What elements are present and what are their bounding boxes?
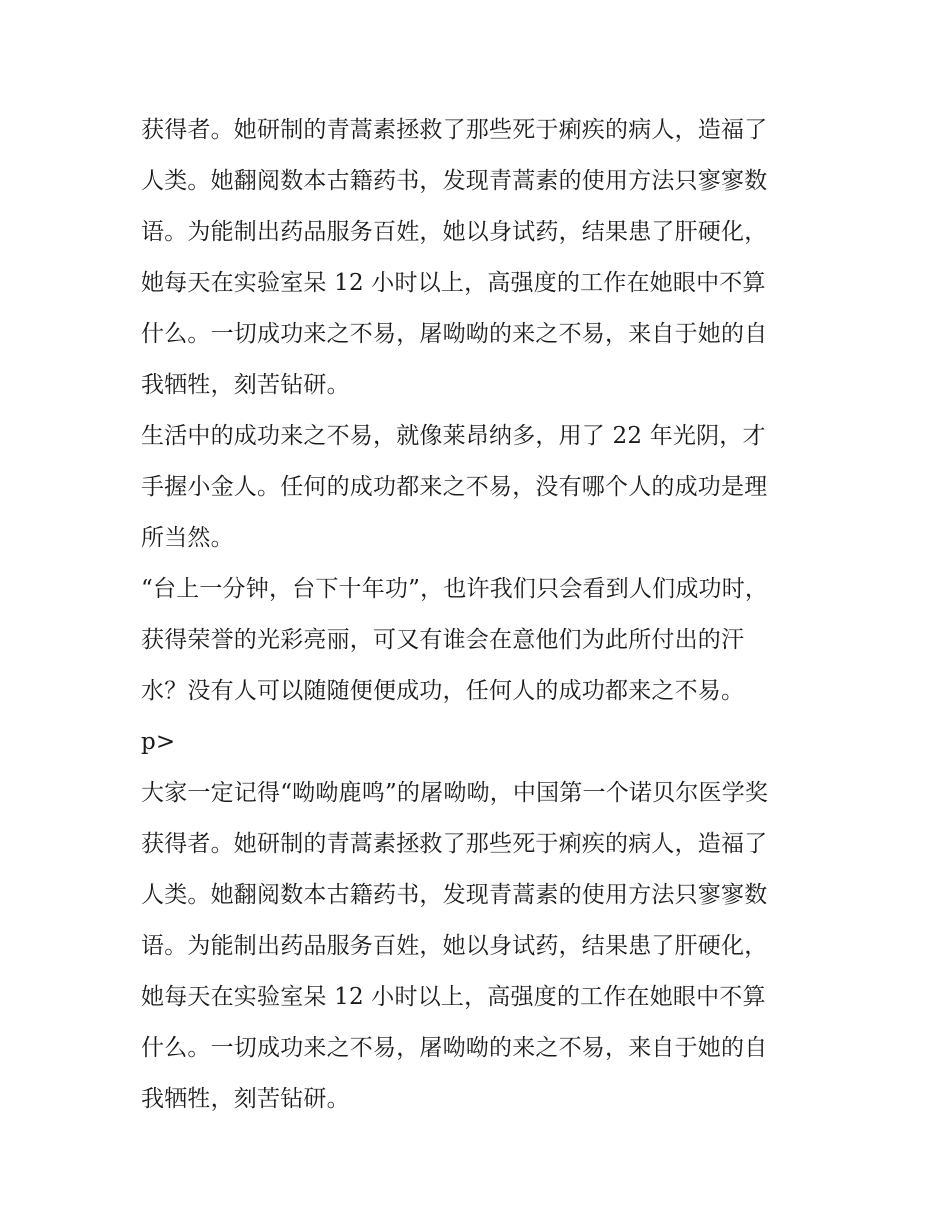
document-body [141, 105, 821, 1125]
text-line: 语。为能制出药品服务百姓，她以身试药，结果患了肝硬化， [141, 219, 768, 245]
text-line: 人类。她翻阅数本古籍药书，发现青蒿素的使用方法只寥寥数 [141, 882, 768, 908]
text-line: 获得荣誉的光彩亮丽，可又有谁会在意他们为此所付出的汗 [141, 627, 745, 653]
text-line: 获得者。她研制的青蒿素拯救了那些死于痢疾的病人，造福了 [141, 117, 768, 143]
text-line: 什么。一切成功来之不易，屠呦呦的来之不易，来自于她的自 [141, 1035, 768, 1061]
text-line: 手握小金人。任何的成功都来之不易，没有哪个人的成功是理 [141, 474, 768, 500]
text-line: p> [141, 729, 176, 755]
text-line: 语。为能制出药品服务百姓，她以身试药，结果患了肝硬化， [141, 933, 768, 959]
text-line: 她每天在实验室呆 12 小时以上，高强度的工作在她眼中不算 [141, 270, 766, 296]
text-line: “台上一分钟，台下十年功”，也许我们只会看到人们成功时， [141, 576, 769, 602]
text-line: 生活中的成功来之不易，就像莱昂纳多，用了 22 年光阴，才 [141, 423, 766, 449]
text-line: 我牺牲，刻苦钻研。 [141, 372, 350, 398]
text-line: 获得者。她研制的青蒿素拯救了那些死于痢疾的病人，造福了 [141, 831, 768, 857]
text-line: 我牺牲，刻苦钻研。 [141, 1086, 350, 1112]
text-line: 什么。一切成功来之不易，屠呦呦的来之不易，来自于她的自 [141, 321, 768, 347]
text-line: 她每天在实验室呆 12 小时以上，高强度的工作在她眼中不算 [141, 984, 766, 1010]
text-line: 水？没有人可以随随便便成功，任何人的成功都来之不易。 [141, 678, 745, 704]
text-line: 大家一定记得“呦呦鹿鸣”的屠呦呦，中国第一个诺贝尔医学奖 [141, 780, 769, 806]
text-line: 所当然。 [141, 525, 234, 551]
text-line: 人类。她翻阅数本古籍药书，发现青蒿素的使用方法只寥寥数 [141, 168, 768, 194]
